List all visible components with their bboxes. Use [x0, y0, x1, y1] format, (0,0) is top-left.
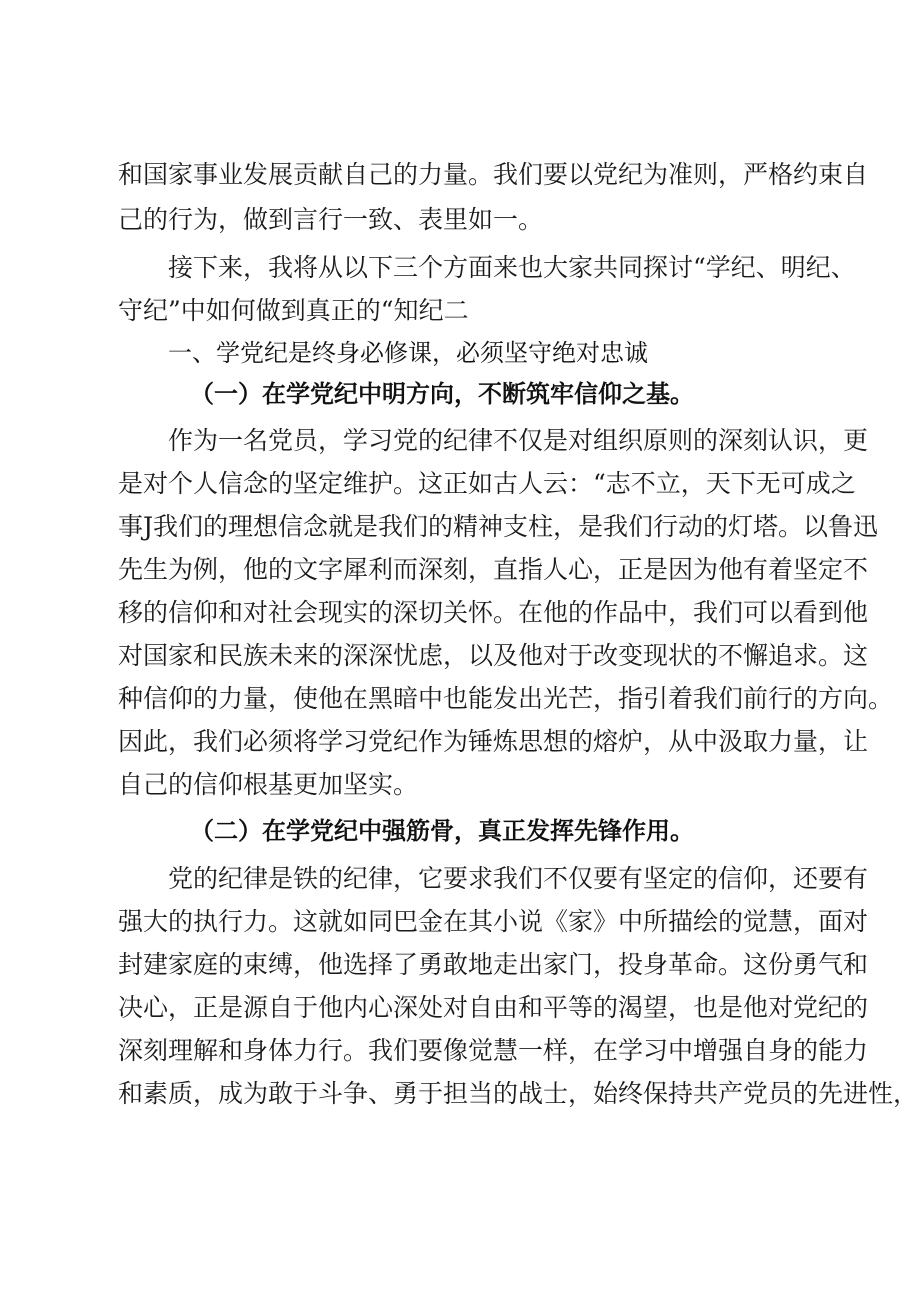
- paragraph-line: 对国家和民族未来的深深忧虑，以及他对于改变现状的不懈追求。这: [118, 641, 869, 670]
- paragraph-line: 封建家庭的束缚，他选择了勇敢地走出家门，投身革命。这份勇气和: [118, 950, 869, 979]
- paragraph-line: 强大的执行力。这就如同巴金在其小说《家》中所描绘的觉慧，面对: [118, 907, 869, 936]
- paragraph-line: 先生为例，他的文字犀利而深刻，直指人心，正是因为他有着坚定不: [118, 555, 869, 584]
- paragraph-line: 作为一名党员，学习党的纪律不仅是对组织原则的深刻认识，更: [168, 426, 869, 455]
- paragraph-line: 移的信仰和对社会现实的深切关怀。在他的作品中，我们可以看到他: [118, 598, 869, 627]
- subsection-heading: （一）在学党纪中明方向，不断筑牢信仰之基。: [190, 379, 694, 408]
- paragraph-line: 深刻理解和身体力行。我们要像觉慧一样，在学习中增强自身的能力: [118, 1036, 869, 1065]
- section-heading: 一、学党纪是终身必修课，必须坚守绝对忠诚: [168, 339, 648, 367]
- paragraph-line: 因此，我们必须将学习党纪作为锤炼思想的熔炉，从中汲取力量，让: [118, 727, 869, 756]
- paragraph-line: 自己的信仰根基更加坚实。: [118, 770, 419, 799]
- subsection-heading: （二）在学党纪中强筋骨，真正发挥先锋作用。: [190, 816, 694, 845]
- paragraph-line: 党的纪律是铁的纪律，它要求我们不仅要有坚定的信仰，还要有: [168, 864, 869, 893]
- paragraph-line: 和国家事业发展贡献自己的力量。我们要以党纪为准则，严格约束自: [118, 160, 869, 189]
- paragraph-line: 决心，正是源自于他内心深处对自由和平等的渴望，也是他对党纪的: [118, 993, 869, 1022]
- paragraph-line: 守纪”中如何做到真正的“知纪二: [118, 296, 469, 325]
- paragraph-line: 种信仰的力量，使他在黑暗中也能发出光芒，指引着我们前行的方向。: [118, 684, 894, 713]
- paragraph-line: 和素质，成为敢于斗争、勇于担当的战士，始终保持共产党员的先进性，: [118, 1079, 919, 1108]
- paragraph-line: 己的行为，做到言行一致、表里如一。: [118, 205, 544, 234]
- paragraph-line: 事J我们的理想信念就是我们的精神支柱，是我们行动的灯塔。以鲁迅: [118, 512, 879, 541]
- paragraph-line: 接下来，我将从以下三个方面来也大家共同探讨“学纪、明纪、: [168, 253, 856, 282]
- paragraph-line: 是对个人信念的坚定维护。这正如古人云：“志不立，天下无可成之: [118, 469, 856, 498]
